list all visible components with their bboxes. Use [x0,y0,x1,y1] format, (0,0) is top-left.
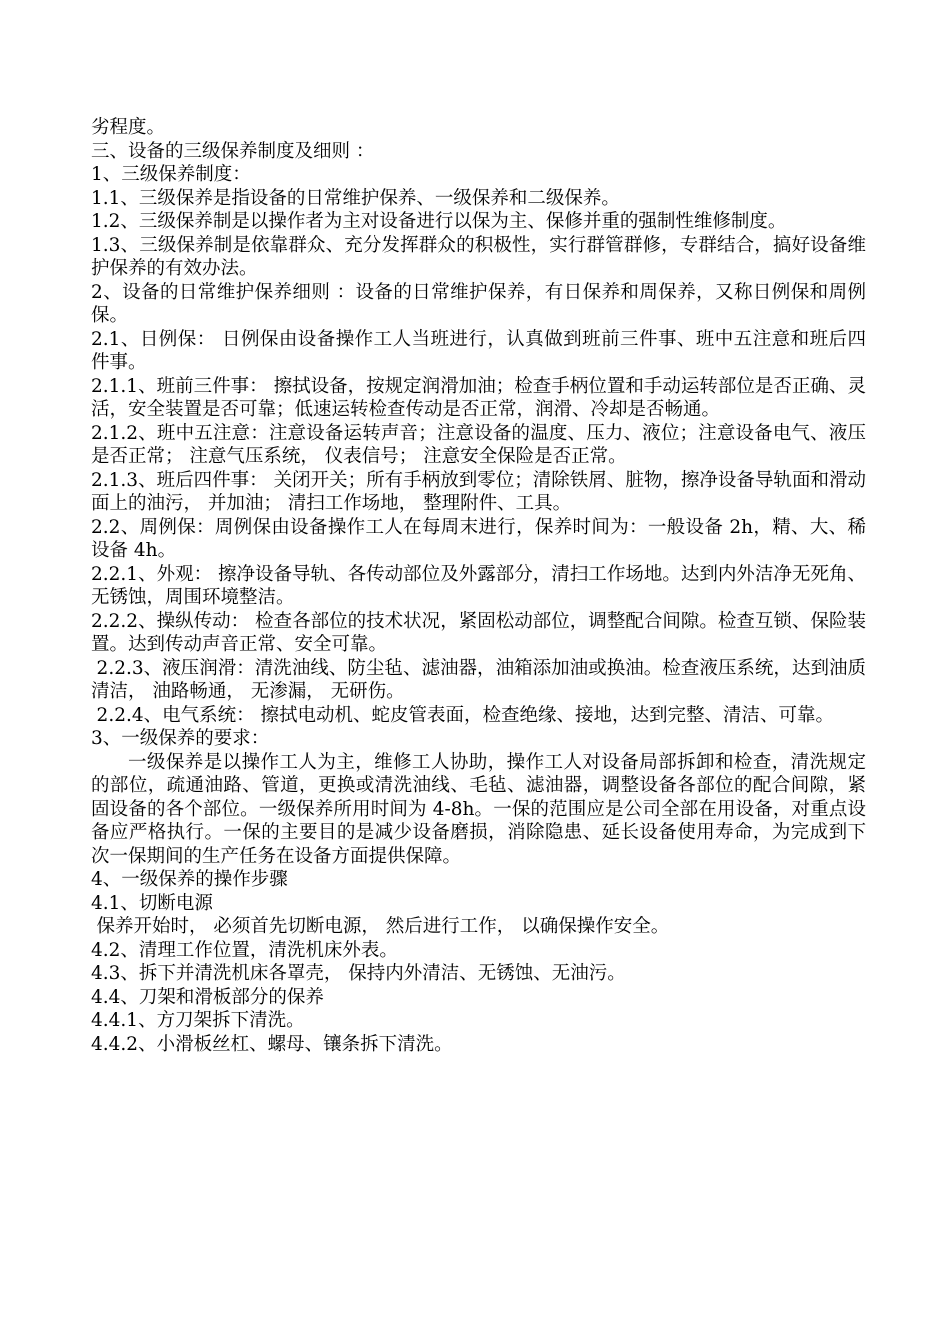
paragraph: 4.3、拆下并清洗机床各罩壳， 保持内外清洁、无锈蚀、无油污。 [91,963,626,984]
paragraph: 1.1、三级保养是指设备的日常维护保养、一级保养和二级保养。 [91,187,620,209]
paragraph: 2.2.3、液压润滑：清洗油线、防尘毡、滤油器，油箱添加油或换油。检查液压系统，达到油质清洁， 油路畅通， 无渗漏， 无研伤。 [91,657,866,702]
section-heading: 三、设备的三级保养制度及细则 ： [91,140,375,162]
paragraph: 2.1、日例保： 日例保由设备操作工人当班进行，认真做到班前三件事、班中五注意和班后四件事。 [91,328,866,373]
subsection-heading: 3、一级保养的要求： [91,728,270,749]
paragraph: 1.3、三级保养制是依靠群众、充分发挥群众的积极性，实行群管群修，专群结合，搞好设备维护保养的有效办法。 [91,234,866,279]
paragraph: 4.2、清理工作位置，清洗机床外表。 [91,939,398,961]
paragraph: 2.1.3、班后四件事： 关闭开关；所有手柄放到零位；清除铁屑、脏物，擦净设备导轨面和滑动面上的油污， 并加油； 清扫工作场地， 整理附件、工具。 [91,469,866,514]
paragraph: 4.4.2、小滑板丝杠、螺母、镶条拆下清洗。 [91,1033,453,1055]
paragraph: 保养开始时， 必须首先切断电源， 然后进行工作， 以确保操作安全。 [96,916,670,937]
paragraph: 4.4、刀架和滑板部分的保养 [91,986,324,1008]
paragraph: 2.1.1、班前三件事： 擦拭设备，按规定润滑加油；检查手柄位置和手动运转部位是否正确、灵活，安全装置是否可靠；低速运转检查传动是否正常，润滑、冷却是否畅通。 [91,375,866,420]
paragraph: 一级保养是以操作工人为主，维修工人协助，操作工人对设备局部拆卸和检查，清洗规定的部位，疏通油路、管道，更换或清洗油线、毛毡、滤油器，调整设备各部位的配合间隙，紧固设备的各个部位。一级保养所用时间为 4-8h。一保的范围应是公司全部在用设备，对重点设备应严格执行。一保的主要目的是减少设备磨损，消除隐患、延长设备使用寿命，为完成到下次一保期间的生产任务在设备方面提供保障。 [91,751,866,867]
paragraph: 4.4.1、方刀架拆下清洗。 [91,1010,305,1031]
paragraph: 2.2.4、电气系统： 擦拭电动机、蛇皮管表面，检查绝缘、接地，达到完整、清洁、可靠。 [96,704,835,726]
paragraph: 2.1.2、班中五注意：注意设备运转声音；注意设备的温度、压力、液位；注意设备电气、液压是否正常； 注意气压系统， 仪表信号； 注意安全保险是否正常。 [91,422,866,467]
subsection-heading: 1、三级保养制度： [91,164,251,185]
subsection-heading: 4、一级保养的操作步骤 [91,869,288,890]
paragraph: 2.2.2、操纵传动： 检查各部位的技术状况，紧固松动部位，调整配合间隙。检查互锁、保险装置。达到传动声音正常、安全可靠。 [91,610,866,655]
paragraph: 1.2、三级保养制是以操作者为主对设备进行以保为主、保修并重的强制性维修制度。 [91,211,787,232]
document-body [91,116,866,1056]
paragraph: 2.2、周例保：周例保由设备操作工人在每周末进行，保养时间为：一般设备 2h，精、大、稀设备 4h。 [91,516,866,561]
paragraph: 4.1、切断电源 [91,892,213,914]
paragraph: 2.2.1、外观： 擦净设备导轨、各传动部位及外露部分，清扫工作场地。达到内外洁净无死角、无锈蚀，周围环境整洁。 [91,563,866,608]
paragraph: 劣程度。 [91,117,166,138]
paragraph: 2、设备的日常维护保养细则 ：设备的日常维护保养，有日保养和周保养，又称日例保和周例保。 [91,281,866,326]
